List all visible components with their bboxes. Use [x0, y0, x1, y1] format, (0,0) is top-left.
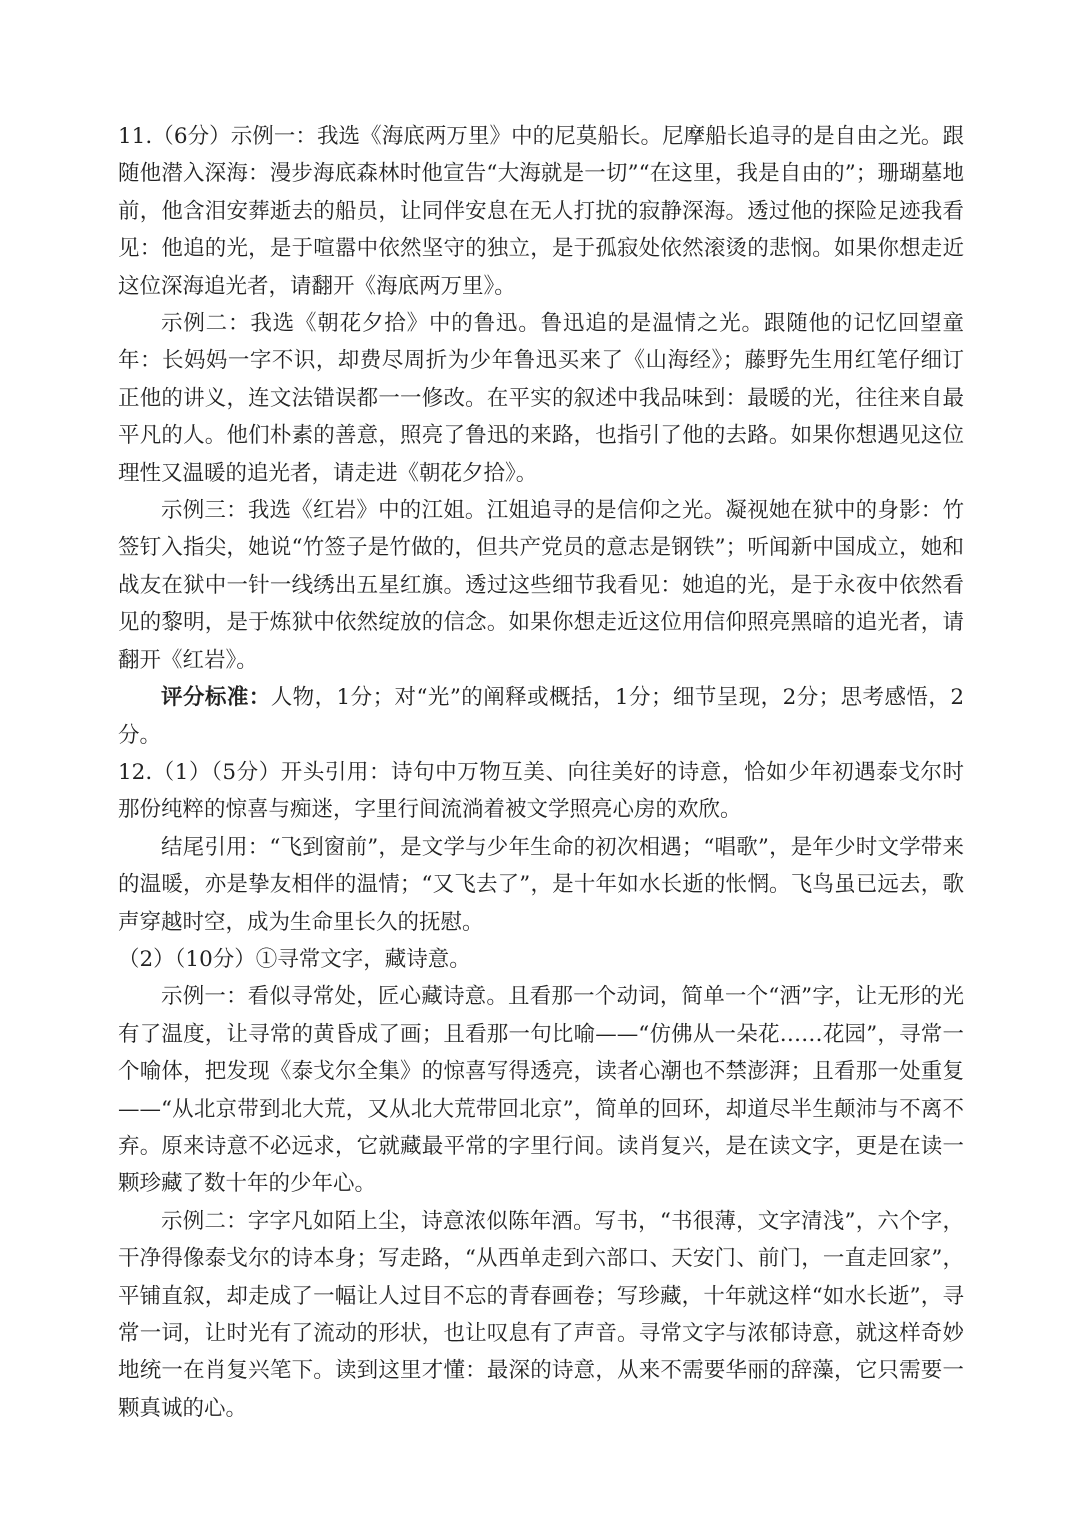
answer-page — [118, 118, 964, 1427]
q11-example-1: 11.（6分）示例一：我选《海底两万里》中的尼莫船长。尼摩船长追寻的是自由之光。跟随他潜入深海：漫步海底森林时他宣告“大海就是一切”“在这里，我是自由的”；珊瑚墓地前，他含泪安葬逝去的船员，让同伴安息在无人打扰的寂静深海。透过他的探险足迹我看见：他追的光，是于喧嚣中依然坚守的独立，是于孤寂处依然滚烫的悲悯。如果你想走近这位深海追光者，请翻开《海底两万里》。 — [118, 124, 964, 299]
q12-part2-example-2: 示例二：字字凡如陌上尘，诗意浓似陈年酒。写书，“书很薄，文字清浅”，六个字，干净得像泰戈尔的诗本身；写走路，“从西单走到六部口、天安门、前门，一直走回家”，平铺直叙，却走成了一幅让人过目不忘的青春画卷；写珍藏，十年就这样“如水长逝”，寻常一词，让时光有了流动的形状，也让叹息有了声音。寻常文字与浓郁诗意，就这样奇妙地统一在肖复兴笔下。读到这里才懂：最深的诗意，从来不需要华丽的辞藻，它只需要一颗真诚的心。 — [118, 1208, 964, 1421]
scoring-label: 评分标准： — [161, 685, 271, 711]
q11-scoring-criteria — [118, 679, 964, 754]
scoring-text: 人物，1分；对“光”的阐释或概括，1分；细节呈现，2分；思考感悟，2分。 — [118, 685, 964, 748]
q12-part2-example-1: 示例一：看似寻常处，匠心藏诗意。且看那一个动词，简单一个“洒”字，让无形的光有了温度，让寻常的黄昏成了画；且看那一句比喻——“仿佛从一朵花……花园”，寻常一个喻体，把发现《泰戈尔全集》的惊喜写得透亮，读者心潮也不禁澎湃；且看那一处重复——“从北京带到北大荒，又从北大荒带回北京”，简单的回环，却道尽半生颠沛与不离不弃。原来诗意不必远求，它就藏最平常的字里行间。读肖复兴，是在读文字，更是在读一颗珍藏了数十年的少年心。 — [118, 984, 964, 1197]
q12-part1-ending: 结尾引用：“飞到窗前”，是文学与少年生命的初次相遇；“唱歌”，是年少时文学带来的温暖，亦是挚友相伴的温情；“又飞去了”，是十年如水长逝的怅惘。飞鸟虽已远去，歌声穿越时空，成为生命里长久的抚慰。 — [118, 834, 964, 935]
q12-part2-heading: （2）（10分）①寻常文字，藏诗意。 — [118, 946, 471, 972]
q12-part1-opening: 12.（1）（5分）开头引用：诗句中万物互美、向往美好的诗意，恰如少年初遇泰戈尔时那份纯粹的惊喜与痴迷，字里行间流淌着被文学照亮心房的欢欣。 — [118, 759, 964, 823]
q11-example-2: 示例二：我选《朝花夕拾》中的鲁迅。鲁迅追的是温情之光。跟随他的记忆回望童年：长妈妈一字不识，却费尽周折为少年鲁迅买来了《山海经》；藤野先生用红笔仔细订正他的讲义，连文法错误都一一修改。在平实的叙述中我品味到：最暖的光，往往来自最平凡的人。他们朴素的善意，照亮了鲁迅的来路，也指引了他的去路。如果你想遇见这位理性又温暖的追光者，请走进《朝花夕拾》。 — [118, 311, 964, 486]
q11-example-3: 示例三：我选《红岩》中的江姐。江姐追寻的是信仰之光。凝视她在狱中的身影：竹签钉入指尖，她说“竹签子是竹做的，但共产党员的意志是钢铁”；听闻新中国成立，她和战友在狱中一针一线绣出五星红旗。透过这些细节我看见：她追的光，是于永夜中依然看见的黎明，是于炼狱中依然绽放的信念。如果你想走近这位用信仰照亮黑暗的追光者，请翻开《红岩》。 — [118, 498, 964, 673]
